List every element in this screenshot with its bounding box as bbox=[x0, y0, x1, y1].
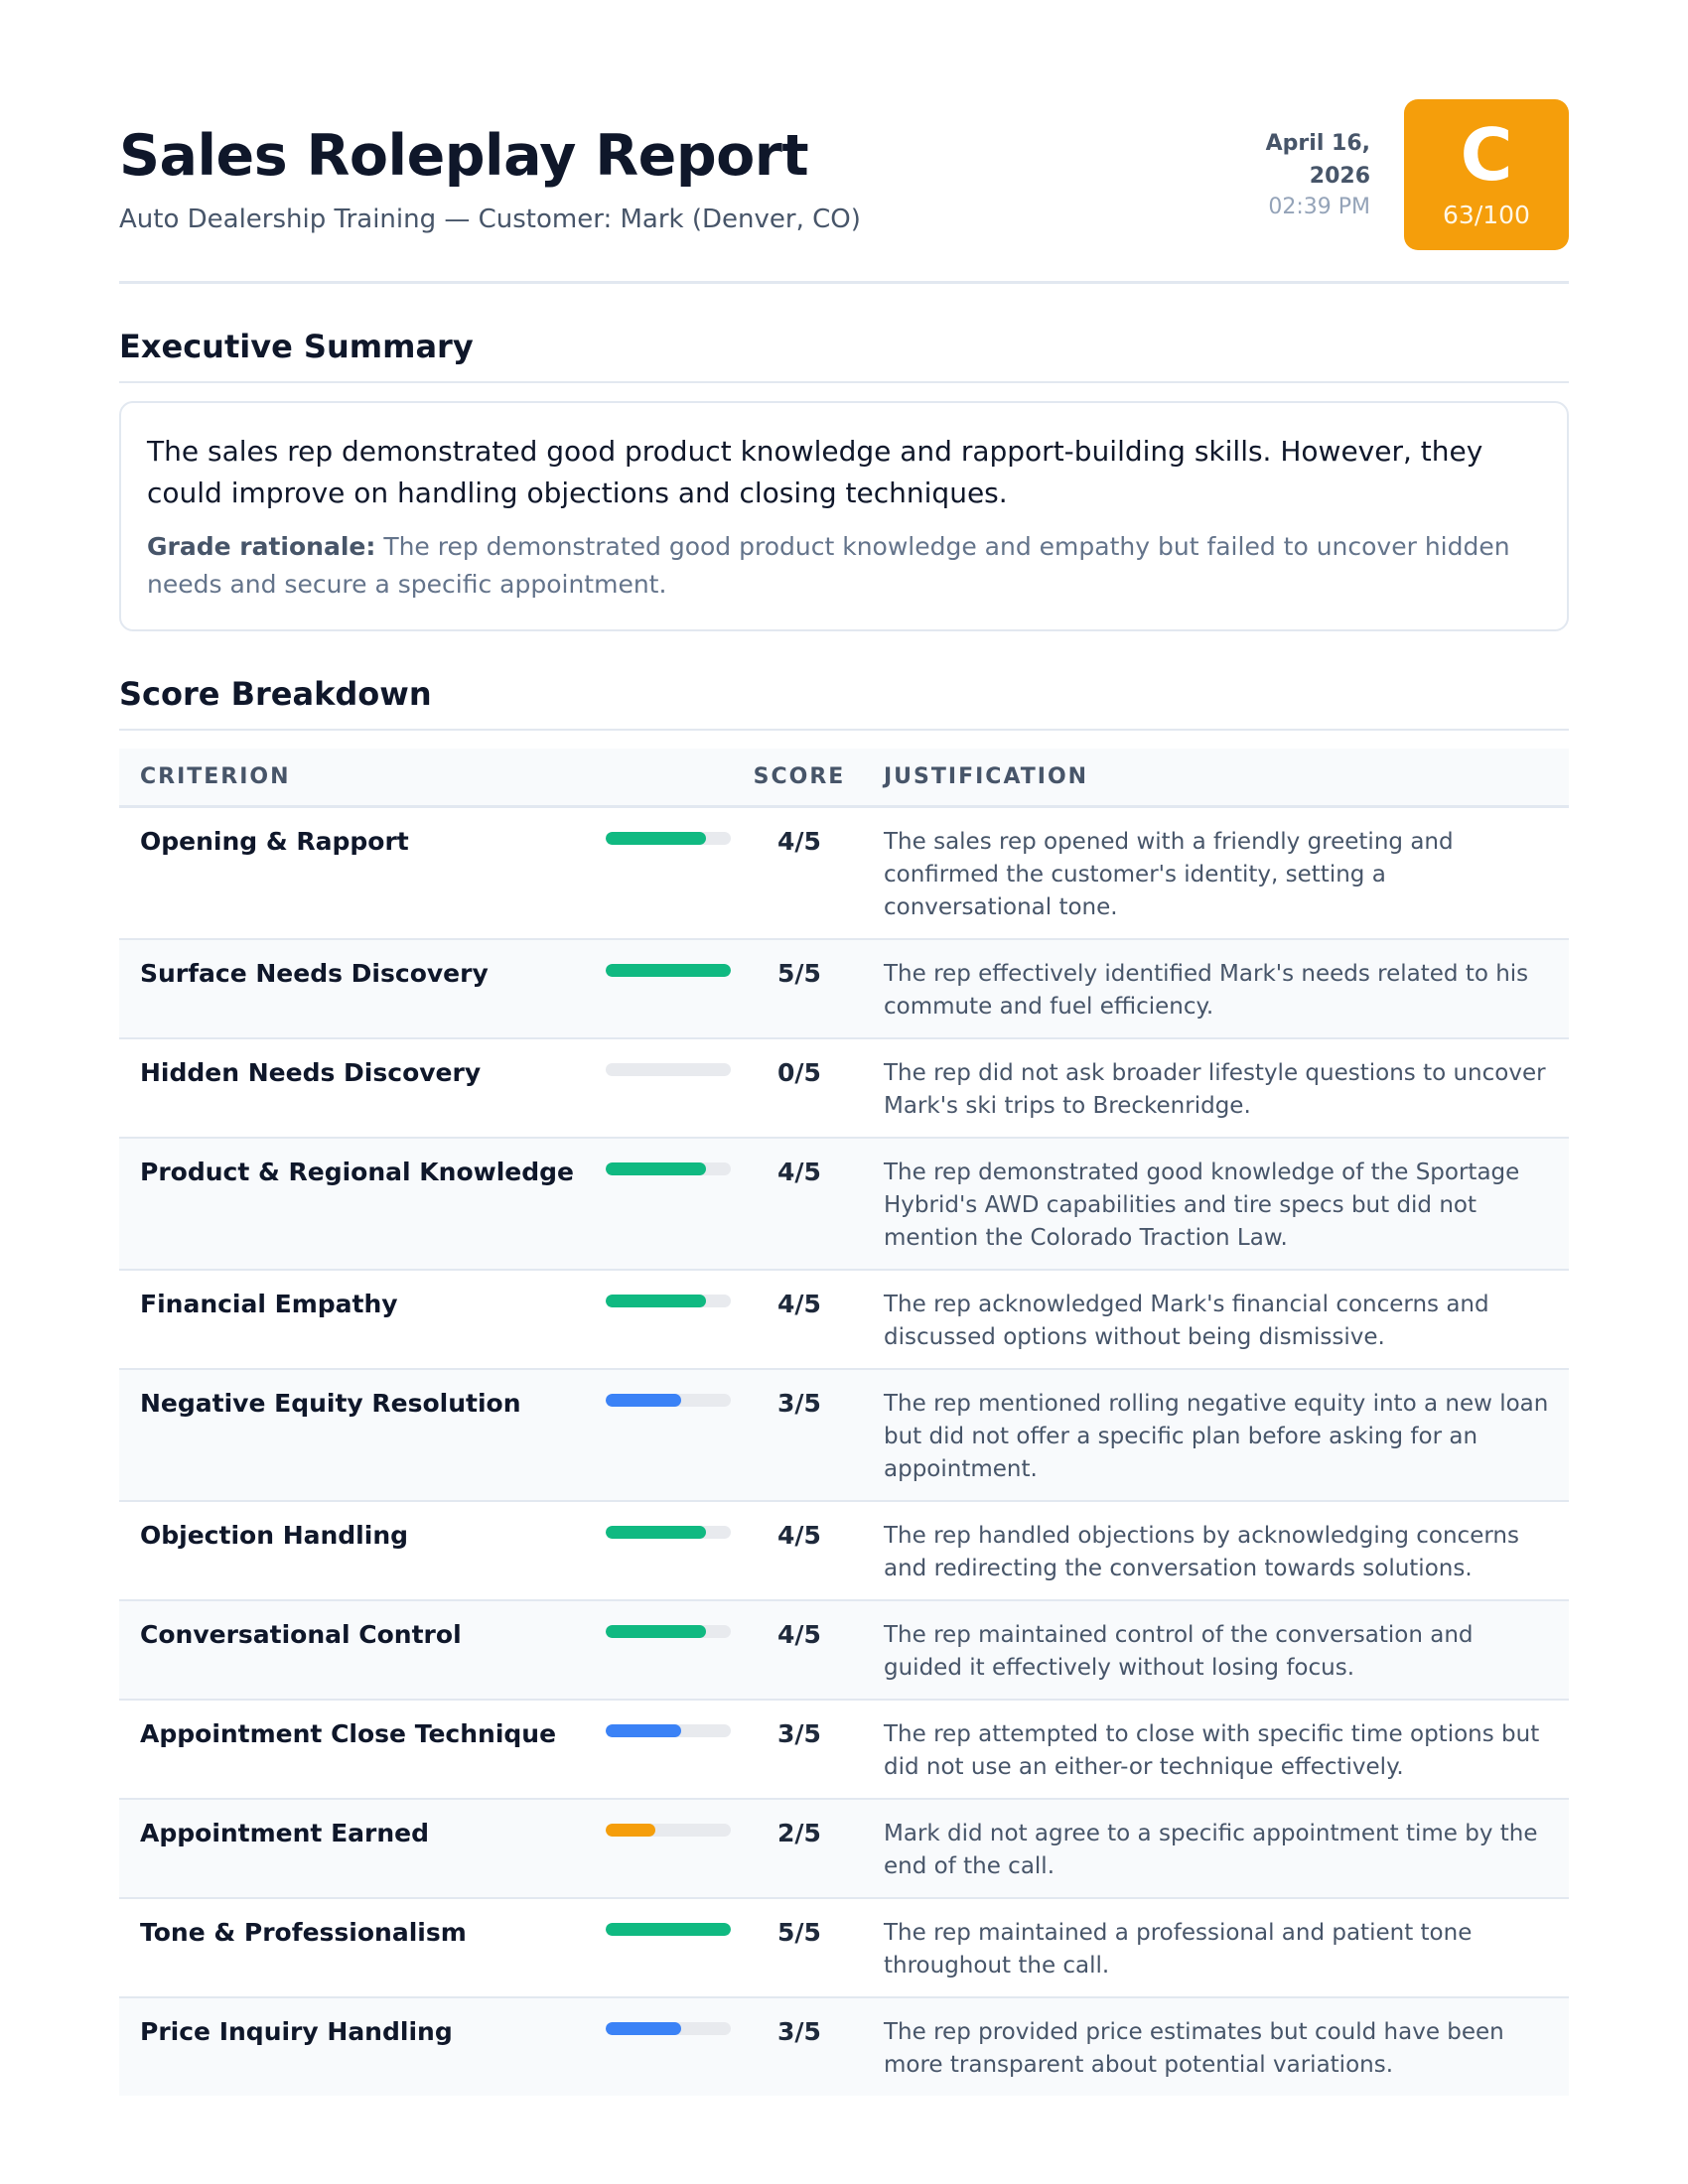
justification-text: The rep maintained control of the conversation and guided it effectively without losing focus. bbox=[884, 1622, 1474, 1681]
score-bar-cell bbox=[606, 1520, 735, 1539]
executive-summary-heading: Executive Summary bbox=[119, 328, 1569, 383]
table-body bbox=[119, 808, 1569, 2096]
score-bar-fill bbox=[606, 1724, 681, 1737]
report-header bbox=[119, 99, 1569, 284]
criterion-name: Product & Regional Knowledge bbox=[140, 1158, 574, 1186]
score-table bbox=[119, 749, 1569, 2096]
criterion-name: Tone & Professionalism bbox=[140, 1918, 467, 1947]
grade-score: 63/100 bbox=[1443, 201, 1530, 229]
score-bar-cell bbox=[606, 1917, 735, 1936]
justification-text: Mark did not agree to a specific appointment time by the end of the call. bbox=[884, 1821, 1538, 1879]
table-row bbox=[119, 1370, 1569, 1502]
table-row bbox=[119, 1701, 1569, 1800]
score-value: 3/5 bbox=[777, 2017, 821, 2046]
score-bar-track bbox=[606, 1526, 731, 1539]
column-header-score: SCORE bbox=[753, 764, 846, 789]
score-value: 5/5 bbox=[777, 959, 821, 988]
score-value: 4/5 bbox=[777, 1521, 821, 1550]
justification-text: The rep handled objections by acknowledging concerns and redirecting the conversation towards solutions. bbox=[884, 1523, 1519, 1581]
justification-text: The rep provided price estimates but could have been more transparent about potential variations. bbox=[884, 2019, 1504, 2078]
summary-card bbox=[119, 401, 1569, 631]
score-bar-track bbox=[606, 1923, 731, 1936]
score-value: 4/5 bbox=[777, 1158, 821, 1186]
score-bar-track bbox=[606, 832, 731, 845]
table-row bbox=[119, 1899, 1569, 1998]
table-row bbox=[119, 1998, 1569, 2096]
criterion-name: Hidden Needs Discovery bbox=[140, 1058, 482, 1087]
score-bar-fill bbox=[606, 832, 706, 845]
score-bar-fill bbox=[606, 1295, 706, 1307]
score-value: 4/5 bbox=[777, 1290, 821, 1318]
score-bar-cell bbox=[606, 1057, 735, 1076]
table-header bbox=[119, 749, 1569, 808]
score-value: 2/5 bbox=[777, 1819, 821, 1847]
column-header-criterion: CRITERION bbox=[140, 764, 291, 789]
score-value: 3/5 bbox=[777, 1389, 821, 1418]
criterion-name: Appointment Earned bbox=[140, 1819, 430, 1847]
justification-text: The rep mentioned rolling negative equity into a new loan but did not offer a specific plan before asking for an appointment. bbox=[884, 1391, 1549, 1482]
report-date: April 16, 2026 bbox=[1265, 131, 1370, 189]
justification-text: The rep did not ask broader lifestyle questions to uncover Mark's ski trips to Breckenridge. bbox=[884, 1060, 1546, 1119]
table-row bbox=[119, 1271, 1569, 1370]
score-bar-track bbox=[606, 964, 731, 977]
criterion-name: Surface Needs Discovery bbox=[140, 959, 489, 988]
score-bar-cell bbox=[606, 958, 735, 977]
score-bar-cell bbox=[606, 1818, 735, 1837]
score-bar-track bbox=[606, 1625, 731, 1638]
score-bar-fill bbox=[606, 1625, 706, 1638]
score-bar-cell bbox=[606, 1718, 735, 1737]
score-value: 0/5 bbox=[777, 1058, 821, 1087]
table-row bbox=[119, 808, 1569, 940]
table-row bbox=[119, 1502, 1569, 1601]
table-row bbox=[119, 1139, 1569, 1271]
criterion-name: Opening & Rapport bbox=[140, 827, 409, 856]
grade-rationale-label: Grade rationale: bbox=[147, 532, 376, 561]
score-breakdown-heading: Score Breakdown bbox=[119, 675, 1569, 731]
score-bar-cell bbox=[606, 1289, 735, 1307]
score-bar-track bbox=[606, 1824, 731, 1837]
score-bar-cell bbox=[606, 1388, 735, 1407]
score-value: 5/5 bbox=[777, 1918, 821, 1947]
page-title: Sales Roleplay Report bbox=[119, 123, 809, 189]
score-bar-track bbox=[606, 1295, 731, 1307]
justification-text: The rep demonstrated good knowledge of the Sportage Hybrid's AWD capabilities and tire specs but did not mention the Colorado Traction Law. bbox=[884, 1160, 1520, 1251]
score-value: 3/5 bbox=[777, 1719, 821, 1748]
score-bar-track bbox=[606, 1394, 731, 1407]
justification-text: The rep attempted to close with specific time options but did not use an either-or technique effectively. bbox=[884, 1721, 1540, 1780]
grade-letter: C bbox=[1460, 113, 1513, 197]
score-bar-fill bbox=[606, 2022, 681, 2035]
grade-rationale bbox=[147, 528, 1541, 604]
justification-text: The sales rep opened with a friendly greeting and confirmed the customer's identity, setting a conversational tone. bbox=[884, 829, 1454, 920]
score-bar-cell bbox=[606, 1619, 735, 1638]
grade-rationale-text: The rep demonstrated good product knowledge and empathy but failed to uncover hidden needs and secure a specific appointment. bbox=[147, 532, 1510, 599]
table-row bbox=[119, 1601, 1569, 1701]
score-bar-fill bbox=[606, 1526, 706, 1539]
column-header-justification: JUSTIFICATION bbox=[884, 764, 1089, 789]
score-bar-fill bbox=[606, 1923, 731, 1936]
criterion-name: Objection Handling bbox=[140, 1521, 409, 1550]
report-datetime bbox=[1201, 127, 1370, 222]
score-bar-track bbox=[606, 1162, 731, 1175]
page-subtitle: Auto Dealership Training — Customer: Mark (Denver, CO) bbox=[119, 205, 861, 234]
score-bar-cell bbox=[606, 1157, 735, 1175]
summary-text: The sales rep demonstrated good product knowledge and rapport-building skills. However, they could improve on handling objections and closing techniques. bbox=[147, 435, 1483, 509]
score-bar-fill bbox=[606, 1394, 681, 1407]
score-value: 4/5 bbox=[777, 1620, 821, 1649]
score-bar-track bbox=[606, 2022, 731, 2035]
score-bar-fill bbox=[606, 1162, 706, 1175]
score-bar-fill bbox=[606, 1824, 655, 1837]
justification-text: The rep effectively identified Mark's needs related to his commute and fuel efficiency. bbox=[884, 961, 1529, 1020]
justification-text: The rep maintained a professional and patient tone throughout the call. bbox=[884, 1920, 1473, 1979]
score-bar-track bbox=[606, 1724, 731, 1737]
criterion-name: Conversational Control bbox=[140, 1620, 462, 1649]
criterion-name: Negative Equity Resolution bbox=[140, 1389, 521, 1418]
score-bar-track bbox=[606, 1063, 731, 1076]
justification-text: The rep acknowledged Mark's financial concerns and discussed options without being dismissive. bbox=[884, 1292, 1489, 1350]
table-row bbox=[119, 1039, 1569, 1139]
criterion-name: Financial Empathy bbox=[140, 1290, 398, 1318]
score-bar-cell bbox=[606, 826, 735, 845]
score-value: 4/5 bbox=[777, 827, 821, 856]
report-time: 02:39 PM bbox=[1268, 195, 1370, 219]
table-row bbox=[119, 940, 1569, 1039]
score-bar-cell bbox=[606, 2016, 735, 2035]
grade-badge bbox=[1404, 99, 1569, 250]
criterion-name: Appointment Close Technique bbox=[140, 1719, 557, 1748]
score-bar-fill bbox=[606, 964, 731, 977]
criterion-name: Price Inquiry Handling bbox=[140, 2017, 453, 2046]
table-row bbox=[119, 1800, 1569, 1899]
